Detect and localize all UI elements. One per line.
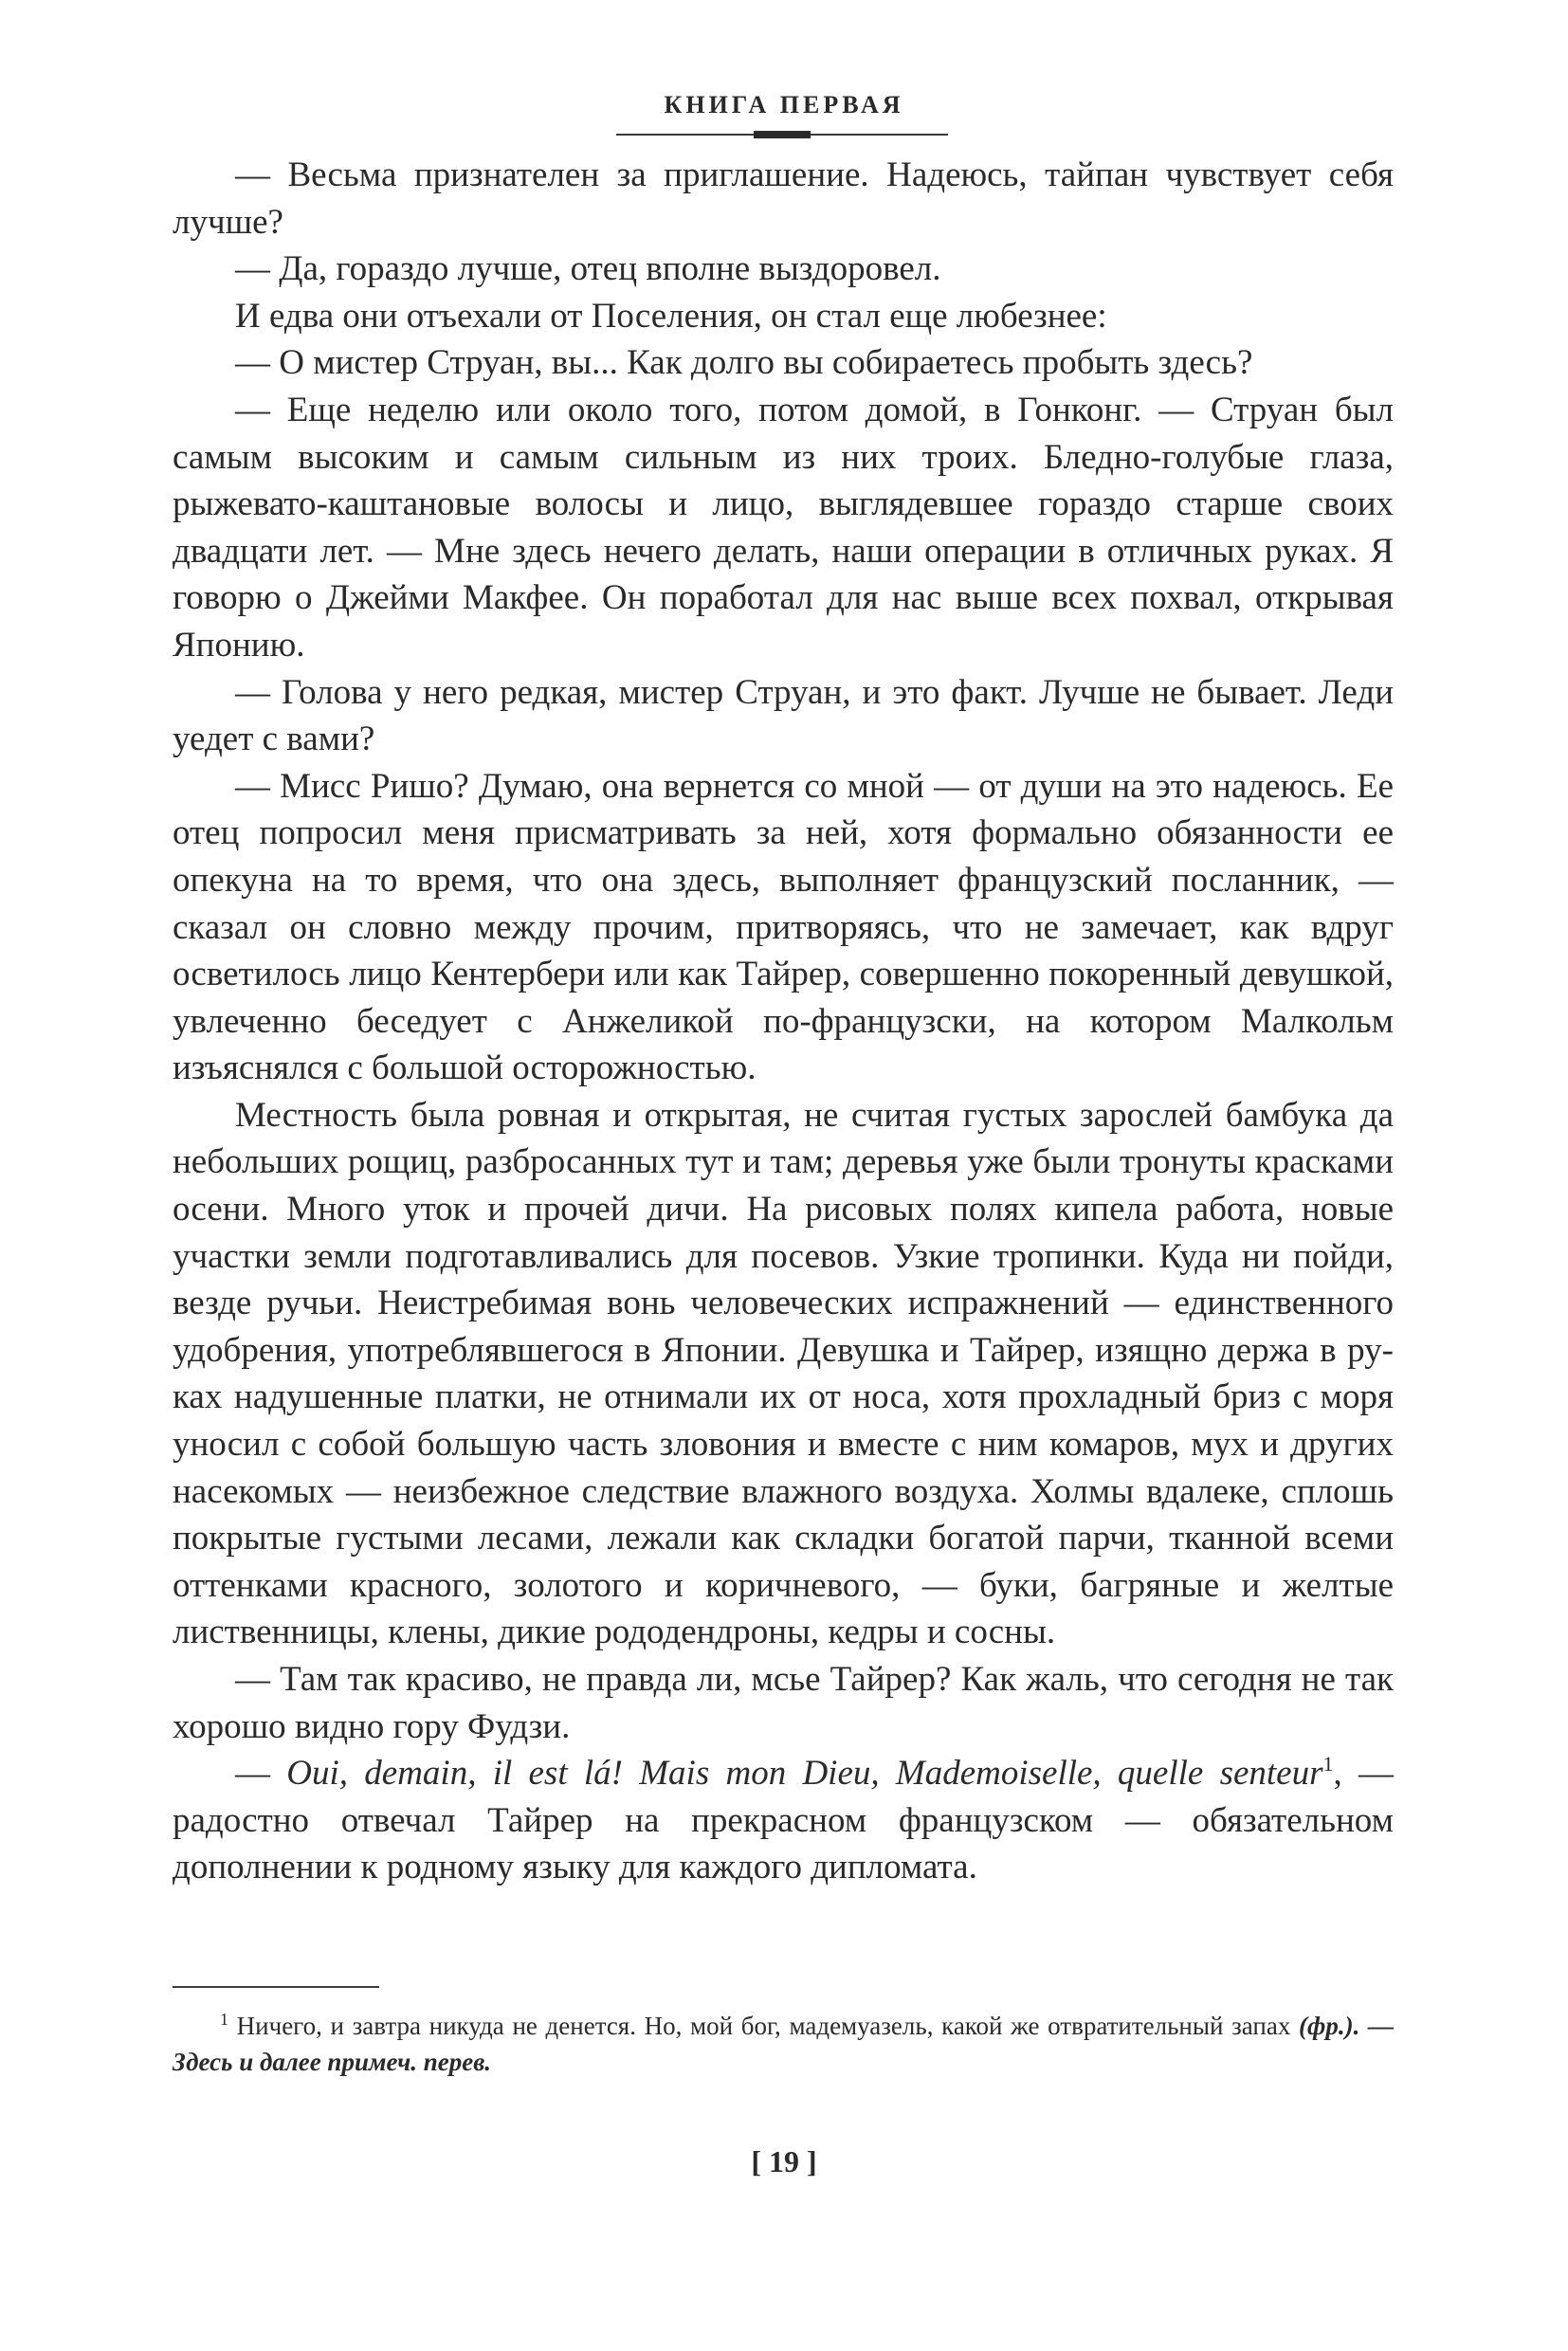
footnote-text	[173, 2008, 1394, 2080]
paragraph: — Весьма признателен за приглашение. Надеюсь, тайпан чувствует себя лучше?	[173, 155, 1394, 242]
paragraph: — Мисс Ришо? Думаю, она вернется со мной — от души на это надеюсь. Ее отец попросил меня присматривать за ней, хотя формально обязанности ее опекуна на то время, что она здесь, выполняет французский посланник, — сказал он словно между прочим, притворяясь, что не замечает, как вдруг осветилось лицо Кентербери или как Тайрер, совершенно покоренный девушкой, увлеченно беседует с Анжеликой по-французски, на котором Малкольм изъяснялся с большой осторожностью.	[173, 766, 1394, 1088]
paragraph: И едва они отъехали от Поселения, он стал еще любезнее:	[235, 296, 1107, 336]
running-header: КНИГА ПЕРВАЯ	[664, 91, 904, 118]
french-quote: Oui, demain, il est lá! Mais mon Dieu, Mademoiselle, quelle senteur	[286, 1754, 1323, 1794]
paragraph-with-footnote	[173, 1750, 1394, 1891]
footnote-language: (фр.).	[1299, 2012, 1360, 2040]
paragraph: — Голова у него редкая, мистер Струан, и это факт. Лучше не бывает. Леди уедет с вами?	[173, 672, 1394, 759]
header-rule-ornament	[754, 131, 811, 138]
footnote-reference[interactable]: 1	[1322, 1752, 1334, 1777]
paragraph: — О мистер Струан, вы... Как долго вы собираетесь пробыть здесь?	[235, 343, 1253, 383]
body-text	[173, 152, 1394, 1891]
dialogue-dash: —	[235, 1754, 287, 1794]
footnote-number: 1	[220, 2010, 228, 2029]
paragraph: Местность была ровная и открытая, не считая густых зарослей бамбука да небольших рощиц, разбросанных тут и там; деревья уже были тронуты красками осени. Много уток и прочей дичи. На рисовых полях кипела работа, новые участки земли подготавливались для посевов. Узкие тропинки. Куда ни пойди, везде ручьи. Неистребимая вонь человеческих испражнений — единственного удобрения, употреблявшегося в Японии. Девушка и Тайрер, изящно держа в руках надушенные платки, не отнимали их от носа, хотя прохладный бриз с моря уносил с собой большую часть зловония и вместе с ним комаров, мух и других насекомых — неизбежное следствие влажного воздуха. Холмы вдалеке, сплошь покрытые густыми лесами, лежали как складки богатой парчи, тканной всеми оттенками красного, золотого и коричневого, — буки, багряные и желтые лиственницы, клены, дикие рододендроны, кедры и сосны.	[173, 1095, 1394, 1652]
footnote-rule	[173, 1986, 379, 1988]
paragraph: — Там так красиво, не правда ли, мсье Тайрер? Как жаль, что сегодня не так хорошо видно гору Фудзи.	[173, 1660, 1394, 1746]
paragraph-continuation: , — радостно отвечал Тайрер на прекрасном французском — обязательном дополнении к родному языку для каждого дипломата.	[173, 1754, 1395, 1887]
page-number: [ 19 ]	[751, 2144, 817, 2178]
footnote	[173, 2008, 1394, 2080]
paragraph: — Еще неделю или около того, потом домой, в Гонконг. — Струан был самым высоким и самым сильным из них троих. Бледно-голубые глаза, рыжевато-каштановые волосы и лицо, выглядевшее гораздо старше своих двадцати лет. — Мне здесь нечего делать, наши операции в отличных руках. Я говорю о Джейми Макфее. Он поработал для нас выше всех похвал, открывая Японию.	[173, 390, 1394, 665]
footnote-editor-note: — Здесь и далее примеч. перев.	[173, 2012, 1395, 2076]
footnote-body: Ничего, и завтра никуда не денется. Но, мой бог, мадемуазель, какой же отвратительный запах	[228, 2012, 1300, 2040]
paragraph: — Да, гораздо лучше, отец вполне выздоровел.	[235, 249, 941, 289]
